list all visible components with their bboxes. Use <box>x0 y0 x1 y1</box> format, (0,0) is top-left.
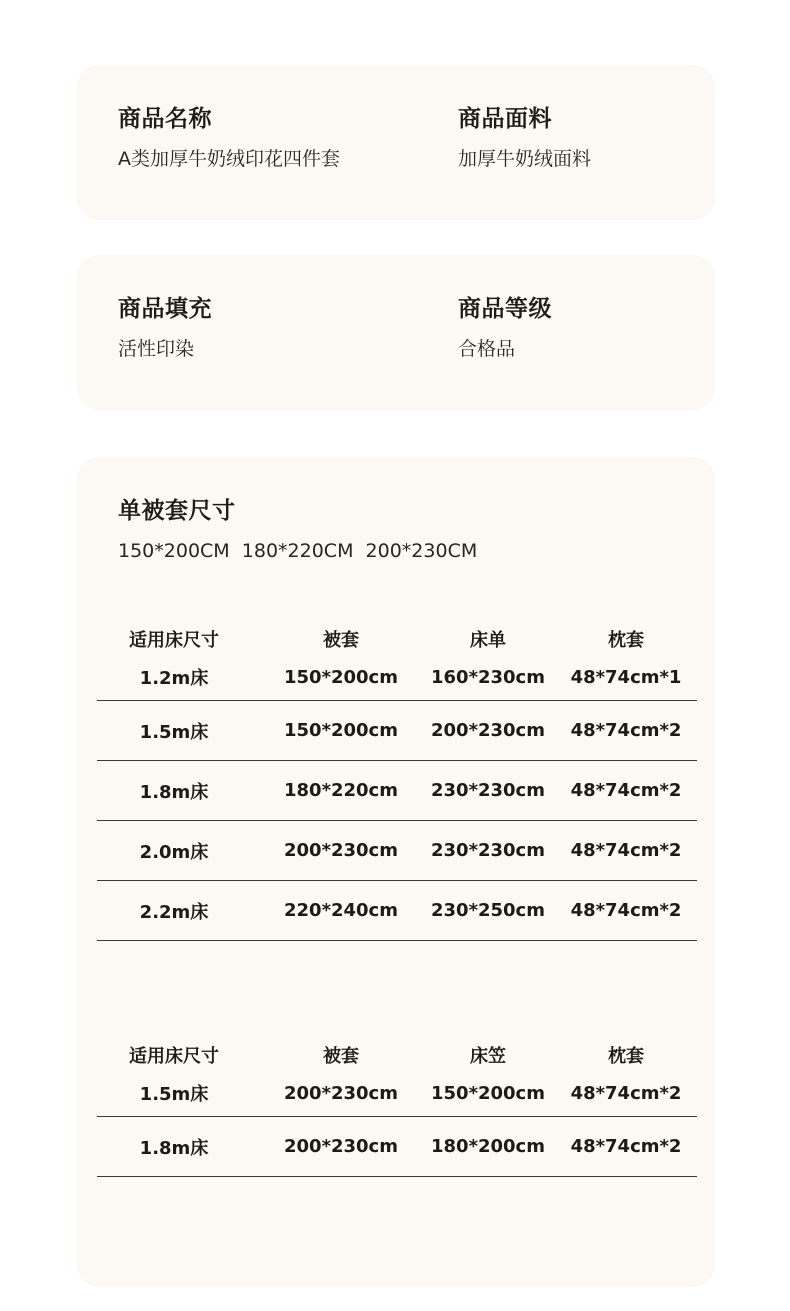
table-cell: 48*74cm*2 <box>570 1136 682 1157</box>
table-cell: 1.5m床 <box>139 1084 209 1105</box>
table-cell: 48*74cm*2 <box>570 720 682 741</box>
header-fitted-sheet: 床笠 <box>470 1046 506 1067</box>
product-fabric-label: 商品面料 <box>458 106 552 132</box>
table-row <box>97 821 697 881</box>
table-cell: 230*250cm <box>431 900 545 921</box>
header-pillowcase: 枕套 <box>608 1046 644 1067</box>
header-duvet-cover: 被套 <box>323 630 359 651</box>
product-name-value: A类加厚牛奶绒印花四件套 <box>118 148 340 170</box>
table-cell: 48*74cm*2 <box>570 1082 682 1104</box>
product-info-card-2 <box>77 255 715 410</box>
table-cell: 48*74cm*1 <box>570 666 682 688</box>
size-table-fitted <box>97 1024 697 1177</box>
product-info-card-1 <box>77 65 715 220</box>
table-cell: 160*230cm <box>431 666 545 688</box>
header-duvet-cover: 被套 <box>323 1046 359 1067</box>
table-row <box>97 881 697 941</box>
product-name-label: 商品名称 <box>118 106 212 132</box>
header-bed-size: 适用床尺寸 <box>129 630 219 651</box>
table-cell: 1.8m床 <box>139 781 209 803</box>
table-cell: 230*230cm <box>431 840 545 861</box>
product-grade-label: 商品等级 <box>458 296 552 322</box>
table-cell: 200*230cm <box>284 840 398 861</box>
product-fabric-field <box>458 105 591 171</box>
table-row <box>97 761 697 821</box>
product-grade-value: 合格品 <box>458 338 516 360</box>
header-bed-sheet: 床单 <box>470 630 506 651</box>
product-filling-value: 活性印染 <box>118 338 195 360</box>
table-cell: 48*74cm*2 <box>570 840 682 861</box>
table-cell: 200*230cm <box>284 1082 398 1104</box>
product-filling-field <box>118 295 212 361</box>
size-chart-card <box>77 457 715 1287</box>
table-cell: 48*74cm*2 <box>570 780 682 801</box>
header-pillowcase: 枕套 <box>608 630 644 651</box>
table-header-row <box>97 1024 697 1070</box>
table-cell: 180*220cm <box>284 780 398 801</box>
product-fabric-value: 加厚牛奶绒面料 <box>458 148 592 170</box>
table-cell: 48*74cm*2 <box>570 900 682 921</box>
duvet-size-values: 150*200CM 180*220CM 200*230CM <box>118 540 478 562</box>
table-header-row <box>97 608 697 654</box>
product-grade-field <box>458 295 552 361</box>
table-cell: 2.2m床 <box>139 901 209 923</box>
table-cell: 150*200cm <box>431 1082 545 1104</box>
table-cell: 1.5m床 <box>139 721 209 743</box>
duvet-size-title: 单被套尺寸 <box>118 498 236 524</box>
table-cell: 200*230cm <box>284 1136 398 1157</box>
table-cell: 2.0m床 <box>139 841 209 863</box>
table-row <box>97 701 697 761</box>
table-cell: 220*240cm <box>284 900 398 921</box>
table-row <box>97 654 697 701</box>
size-table-sheet <box>97 608 697 941</box>
table-cell: 1.2m床 <box>139 668 209 689</box>
table-row <box>97 1070 697 1117</box>
table-cell: 1.8m床 <box>139 1137 209 1159</box>
product-filling-label: 商品填充 <box>118 296 212 322</box>
table-cell: 230*230cm <box>431 780 545 801</box>
table-cell: 180*200cm <box>431 1136 545 1157</box>
product-name-field <box>118 105 340 171</box>
table-cell: 200*230cm <box>431 720 545 741</box>
table-cell: 150*200cm <box>284 666 398 688</box>
table-row <box>97 1117 697 1177</box>
table-cell: 150*200cm <box>284 720 398 741</box>
header-bed-size: 适用床尺寸 <box>129 1046 219 1067</box>
